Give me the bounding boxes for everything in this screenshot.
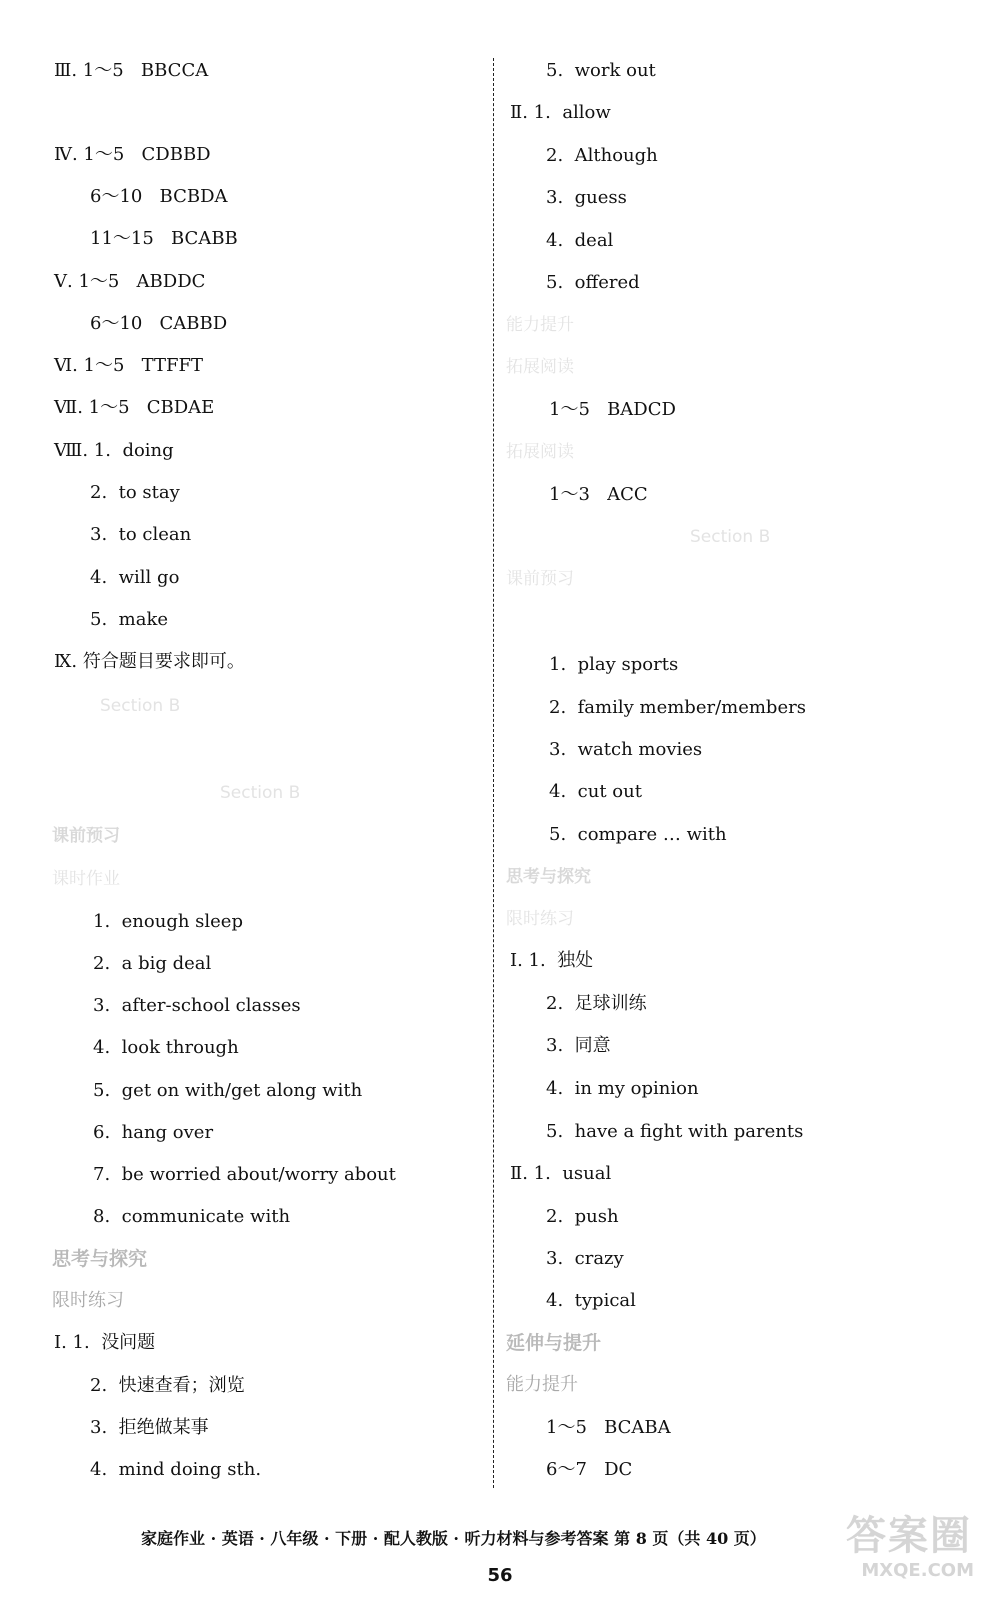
item-label: 3.	[90, 1417, 108, 1438]
answer-line	[93, 1163, 396, 1187]
item-label: Ⅷ. 1.	[54, 440, 111, 461]
answer-line	[54, 270, 205, 294]
sub-heading: 限时练习	[52, 1290, 124, 1311]
answer-line	[546, 1416, 671, 1440]
answer-line	[549, 653, 678, 677]
item-answer: a big deal	[121, 953, 212, 974]
faint-section-heading: 课前预习	[52, 826, 120, 846]
item-answer: allow	[562, 102, 611, 123]
item-label: Ⅲ. 1～5	[54, 60, 124, 81]
answer-line	[93, 952, 211, 976]
item-label: 5.	[546, 1121, 564, 1142]
item-answer: 足球训练	[574, 993, 647, 1014]
item-answer: typical	[574, 1290, 636, 1311]
item-label: Ⅶ. 1～5	[54, 397, 130, 418]
answer-line	[54, 439, 174, 463]
item-label: 3.	[90, 524, 108, 545]
watermark-logo	[828, 1500, 978, 1592]
item-answer: 独处	[557, 950, 594, 971]
item-answer: ABDDC	[136, 271, 206, 292]
item-label: 11～15	[90, 228, 154, 249]
item-answer: CABBD	[159, 313, 228, 334]
item-answer: ACC	[607, 484, 648, 505]
page-footer: 家庭作业 · 英语 · 八年级 · 下册 · 配人教版 · 听力材料与参考答案 第 8 页（共 40 页）	[141, 1529, 766, 1548]
answer-line	[54, 650, 245, 674]
answer-line	[546, 1034, 611, 1058]
item-answer: BCABB	[170, 228, 238, 249]
item-label: 6.	[93, 1122, 111, 1143]
column-divider	[493, 58, 494, 1488]
item-label: 4.	[549, 781, 567, 802]
item-label: 4.	[93, 1037, 111, 1058]
item-label: 1.	[93, 911, 111, 932]
answer-line	[546, 1247, 624, 1271]
answer-line	[546, 144, 658, 168]
item-label: 6～10	[90, 313, 143, 334]
answer-line	[510, 1162, 611, 1186]
item-answer: usual	[562, 1163, 612, 1184]
item-label: 7.	[93, 1164, 111, 1185]
answer-line	[90, 312, 227, 336]
item-answer: CBDAE	[146, 397, 215, 418]
section-heading: 延伸与提升	[506, 1332, 602, 1354]
answer-line	[546, 1077, 699, 1101]
sub-heading: 能力提升	[506, 1374, 578, 1395]
answer-line	[90, 1374, 245, 1398]
item-answer: 拒绝做某事	[118, 1417, 209, 1438]
item-answer: CDBBD	[141, 144, 211, 165]
answer-line	[90, 1416, 209, 1440]
item-answer: push	[574, 1206, 619, 1227]
item-answer: after-school classes	[121, 995, 301, 1016]
item-answer: family member/members	[577, 697, 806, 718]
item-label: 2.	[90, 1375, 108, 1396]
answer-line	[93, 1205, 290, 1229]
item-answer: mind doing sth.	[118, 1459, 262, 1480]
item-label: 8.	[93, 1206, 111, 1227]
watermark-text: 答案圈	[846, 1513, 972, 1559]
item-answer: be worried about/worry about	[121, 1164, 396, 1185]
answer-line	[90, 185, 228, 209]
item-label: Ⅵ. 1～5	[54, 355, 125, 376]
answer-line	[93, 1121, 213, 1145]
item-label: 1～3	[549, 484, 590, 505]
answer-line	[549, 483, 648, 507]
item-answer: 快速查看；浏览	[118, 1375, 245, 1396]
answer-line	[546, 1289, 636, 1313]
item-label: Ⅸ.	[54, 651, 78, 672]
answer-line	[546, 1458, 632, 1482]
answer-line	[90, 608, 168, 632]
item-label: 5.	[90, 609, 108, 630]
item-answer: compare … with	[577, 824, 727, 845]
item-label: 3.	[546, 1248, 564, 1269]
item-answer: BCBDA	[159, 186, 228, 207]
item-answer: Although	[574, 145, 658, 166]
item-label: 4.	[546, 1078, 564, 1099]
item-label: 3.	[549, 739, 567, 760]
item-label: 2.	[90, 482, 108, 503]
answer-line	[54, 354, 203, 378]
answer-line	[546, 229, 613, 253]
item-label: Ⅳ. 1～5	[54, 144, 125, 165]
answer-line	[93, 1036, 239, 1060]
item-answer: BADCD	[607, 399, 676, 420]
page-number: 56	[487, 1565, 513, 1586]
answer-line	[93, 994, 301, 1018]
faint-heading: Section B	[220, 783, 301, 803]
answer-line	[510, 101, 611, 125]
faint-subheading: 限时练习	[506, 909, 574, 929]
answer-line	[93, 910, 243, 934]
item-answer: watch movies	[577, 739, 703, 760]
item-label: 1～5	[549, 399, 590, 420]
answer-line	[549, 780, 642, 804]
item-answer: will go	[118, 567, 180, 588]
faint-heading: 能力提升	[506, 315, 574, 335]
item-label: 4.	[546, 1290, 564, 1311]
answer-line	[90, 523, 191, 547]
item-label: Ⅰ. 1.	[510, 950, 546, 971]
item-answer: in my opinion	[574, 1078, 699, 1099]
watermark-url: MXQE.COM	[861, 1560, 974, 1581]
item-answer: communicate with	[121, 1206, 291, 1227]
answer-line	[546, 271, 640, 295]
item-label: 2.	[549, 697, 567, 718]
answer-line	[546, 1205, 619, 1229]
item-label: 2.	[93, 953, 111, 974]
faint-heading: 拓展阅读	[506, 442, 574, 462]
answer-line	[54, 143, 211, 167]
item-label: 2.	[546, 993, 564, 1014]
answer-line	[546, 1120, 803, 1144]
item-label: 4.	[90, 1459, 108, 1480]
item-answer: enough sleep	[121, 911, 243, 932]
answer-line	[90, 1458, 261, 1482]
answer-line	[93, 1079, 362, 1103]
item-answer: to stay	[118, 482, 180, 503]
faint-heading: 拓展阅读	[506, 357, 574, 377]
section-heading: 思考与探究	[52, 1248, 148, 1270]
answer-line	[54, 396, 214, 420]
item-label: Ⅱ. 1.	[510, 1163, 551, 1184]
item-answer: 同意	[574, 1035, 611, 1056]
item-answer: crazy	[574, 1248, 624, 1269]
item-answer: 符合题目要求即可。	[82, 651, 245, 672]
item-label: 5.	[546, 272, 564, 293]
answer-line	[549, 696, 806, 720]
item-label: 3.	[93, 995, 111, 1016]
answer-line	[546, 992, 647, 1016]
item-label: 6～7	[546, 1459, 587, 1480]
item-label: Ⅴ. 1～5	[54, 271, 120, 292]
item-label: 1.	[549, 654, 567, 675]
item-answer: cut out	[577, 781, 642, 802]
item-answer: have a fight with parents	[574, 1121, 804, 1142]
item-answer: look through	[121, 1037, 239, 1058]
item-label: 2.	[546, 1206, 564, 1227]
item-answer: hang over	[121, 1122, 214, 1143]
item-answer: DC	[604, 1459, 633, 1480]
item-answer: play sports	[577, 654, 679, 675]
item-answer: doing	[122, 440, 174, 461]
item-label: 6～10	[90, 186, 143, 207]
item-label: 4.	[546, 230, 564, 251]
item-answer: guess	[574, 187, 627, 208]
answer-line	[549, 738, 702, 762]
item-answer: offered	[574, 272, 640, 293]
faint-subheading: 课时作业	[52, 869, 120, 889]
item-answer: TTFFT	[141, 355, 203, 376]
answer-line	[549, 823, 727, 847]
answer-line	[54, 1331, 155, 1355]
answer-line	[90, 566, 179, 590]
item-label: 2.	[546, 145, 564, 166]
answer-line	[90, 481, 180, 505]
item-label: 5.	[549, 824, 567, 845]
item-answer: BCABA	[604, 1417, 671, 1438]
item-answer: get on with/get along with	[121, 1080, 363, 1101]
item-label: 1～5	[546, 1417, 587, 1438]
item-label: 3.	[546, 187, 564, 208]
answer-line	[90, 227, 238, 251]
item-label: 4.	[90, 567, 108, 588]
item-label: Ⅱ. 1.	[510, 102, 551, 123]
faint-heading: 课前预习	[506, 569, 574, 589]
answer-line	[549, 398, 676, 422]
item-label: 3.	[546, 1035, 564, 1056]
item-answer: BBCCA	[140, 60, 209, 81]
item-label: Ⅰ. 1.	[54, 1332, 90, 1353]
item-label: 5.	[93, 1080, 111, 1101]
answer-line	[546, 186, 627, 210]
item-answer: deal	[574, 230, 614, 251]
faint-heading: Section B	[690, 527, 771, 547]
item-answer: work out	[574, 60, 656, 81]
answer-line	[510, 949, 593, 973]
item-answer: make	[118, 609, 168, 630]
item-answer: 没问题	[101, 1332, 156, 1353]
faint-section-heading: 思考与探究	[506, 867, 591, 887]
item-answer: to clean	[118, 524, 192, 545]
item-label: 5.	[546, 60, 564, 81]
faint-heading: Section B	[100, 696, 181, 716]
answer-line	[54, 59, 208, 83]
answer-line	[546, 59, 656, 83]
